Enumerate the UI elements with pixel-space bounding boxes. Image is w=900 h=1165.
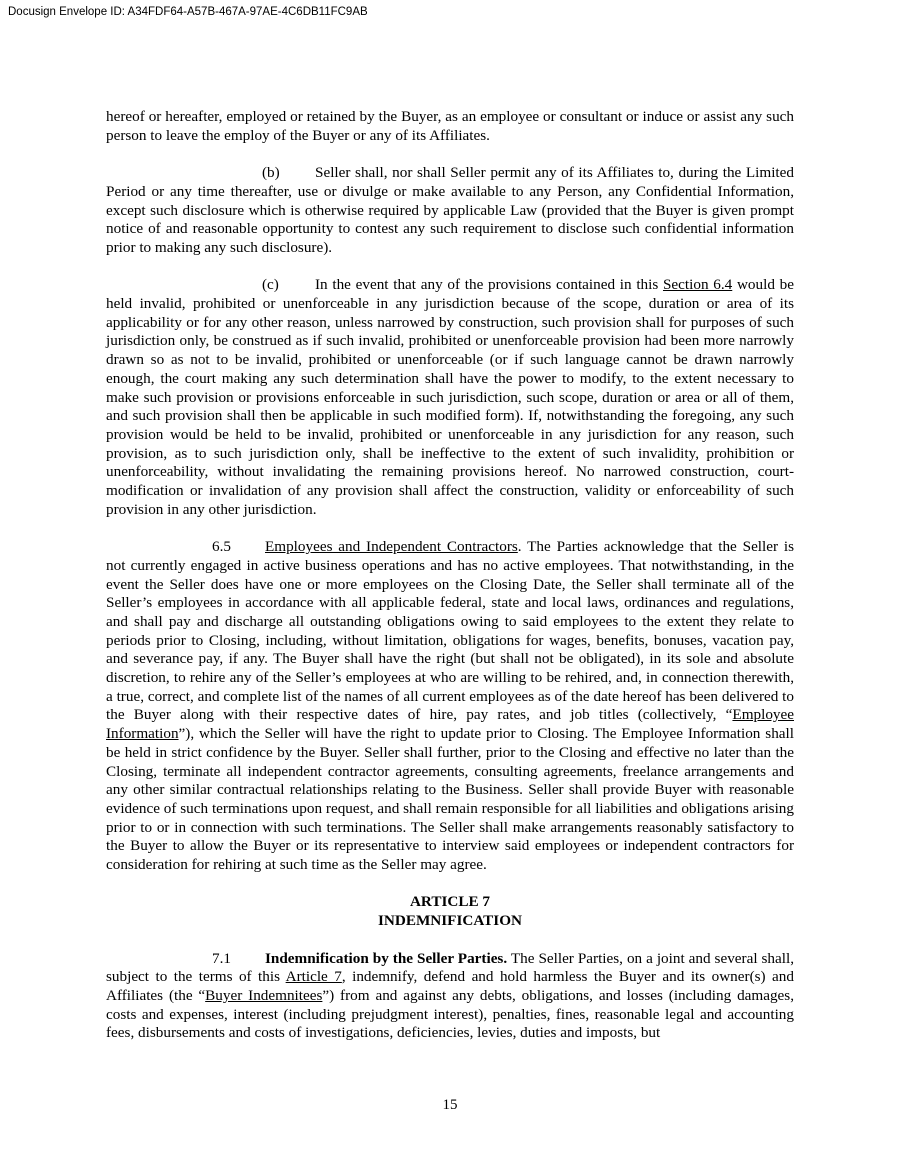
section-7-1-text-c: ”) from and against any debts, obligations, and losses (including damages, costs and expenses, interest (including prejudgment interest), penalties, fines, reasonable legal and accounting fees, disbursements and costs of investigations, deficiencies, levies, duties and imposts, but <box>106 986 794 1042</box>
defined-term-employee-information: Employee Information <box>106 706 794 743</box>
section-6-5-text-b: ”), which the Seller will have the right to update prior to Closing. The Employee Information shall be held in strict confidence by the Buyer. Seller shall further, prior to the Closing and effective no later than the Closing, terminate all independent contractor agreements, consulting agreements, freelance arrangements and any other similar contractual relationships relating to the Business. Seller shall provide Buyer with reasonable evidence of such terminations upon request, and shall remain responsible for all liabilities and obligations arising prior to or in connection with such terminations. The Seller shall make arrangements reasonably satisfactory to the Buyer to allow the Buyer or its representative to interview said employees or independent contractors for consideration for rehiring at such time as the Seller may agree. <box>106 725 794 874</box>
clause-c-text-b: would be held invalid, prohibited or unenforceable in any jurisdiction because of the scope, duration or area of its applicability or for any other reason, unless narrowed by construction, such provision shall for purposes of such jurisdiction only, be construed as if such invalid, prohibited or unenforceable provision had been more narrowly drawn so as not to be invalid, prohibited or unenforceable (or if such language cannot be drawn narrowly enough, the court making any such determination shall have the power to modify, to the extent necessary to make such provision or provisions enforceable in such jurisdiction, such scope, duration or area or all of them, and such provision shall then be applicable in such modified form). If, notwithstanding the foregoing, any such provision would be held to be invalid, prohibited or unenforceable in any jurisdiction for any reason, such provision, as to such jurisdiction only, shall be ineffective to the extent of such invalidity, prohibition or unenforceability, without invalidating the remaining provisions hereof. No narrowed construction, court-modification or invalidation of any provision shall affect the construction, validity or enforceability of such provision in any other jurisdiction. <box>106 276 794 518</box>
clause-c-text-a: In the event that any of the provisions contained in this <box>315 276 663 294</box>
clause-label-c: (c) <box>262 276 279 294</box>
paragraph-b <box>106 164 794 258</box>
page-number: 15 <box>442 1097 458 1113</box>
article-number: ARTICLE 7 <box>409 893 491 911</box>
paragraph-c <box>106 276 794 519</box>
section-7-1 <box>106 950 794 1044</box>
article-heading <box>106 893 794 930</box>
section-reference-link[interactable]: Section 6.4 <box>662 276 733 294</box>
section-6-5-text-a: . The Parties acknowledge that the Seller is not currently engaged in active business operations and has no active employees. That notwithstanding, in the event the Seller does have one or more employees on the Closing Date, the Seller shall terminate all of the Seller’s employees in accordance with all applicable federal, state and local laws, ordinances and regulations, and shall pay and discharge all outstanding obligations owing to said employees to the extent they relate to periods prior to Closing, including, without limitation, obligations for wages, benefits, bonuses, vacation pay, and severance pay, if any. The Buyer shall have the right (but shall not be obligated), in its sole and absolute discretion, to rehire any of the Seller’s employees at who are willing to be rehired, and, in connection therewith, a true, correct, and complete list of the names of all current employees as of the date hereof has been delivered to the Buyer along with their respective dates of hire, pay rates, and job titles (collectively, “ <box>106 538 794 724</box>
article-reference-link[interactable]: Article 7 <box>285 968 342 986</box>
article-title: INDEMNIFICATION <box>377 912 522 930</box>
section-title-7-1: Indemnification by the Seller Parties. <box>265 949 508 967</box>
section-title-6-5: Employees and Independent Contractors <box>265 538 518 556</box>
section-number-6-5: 6.5 <box>212 538 231 556</box>
defined-term-buyer-indemnitees: Buyer Indemnitees <box>205 986 323 1004</box>
clause-label-b: (b) <box>262 164 280 182</box>
clause-b-text: Seller shall, nor shall Seller permit any of its Affiliates to, during the Limited Period or any time thereafter, use or divulge or make available to any Person, any Confidential Information, except such disclosure which is otherwise required by applicable Law (provided that the Buyer is given prompt notice of and reasonable opportunity to contest any such requirement to disclose such confidential information prior to making any such disclosure). <box>106 164 794 256</box>
document-body <box>106 108 794 1062</box>
section-6-5 <box>106 538 794 875</box>
section-number-7-1: 7.1 <box>212 949 231 967</box>
paragraph-continuation: hereof or hereafter, employed or retained by the Buyer, as an employee or consultant or induce or assist any such person to leave the employ of the Buyer or any of its Affiliates. <box>106 108 794 144</box>
section-7-1-text-a: The Seller Parties, on a joint and several shall, subject to the terms of this <box>106 949 795 986</box>
section-7-1-text-b: , indemnify, defend and hold harmless the Buyer and its owner(s) and Affiliates (the “ <box>106 968 794 1004</box>
docusign-envelope-id: Docusign Envelope ID: A34FDF64-A57B-467A-97AE-4C6DB11FC9AB <box>8 6 368 18</box>
